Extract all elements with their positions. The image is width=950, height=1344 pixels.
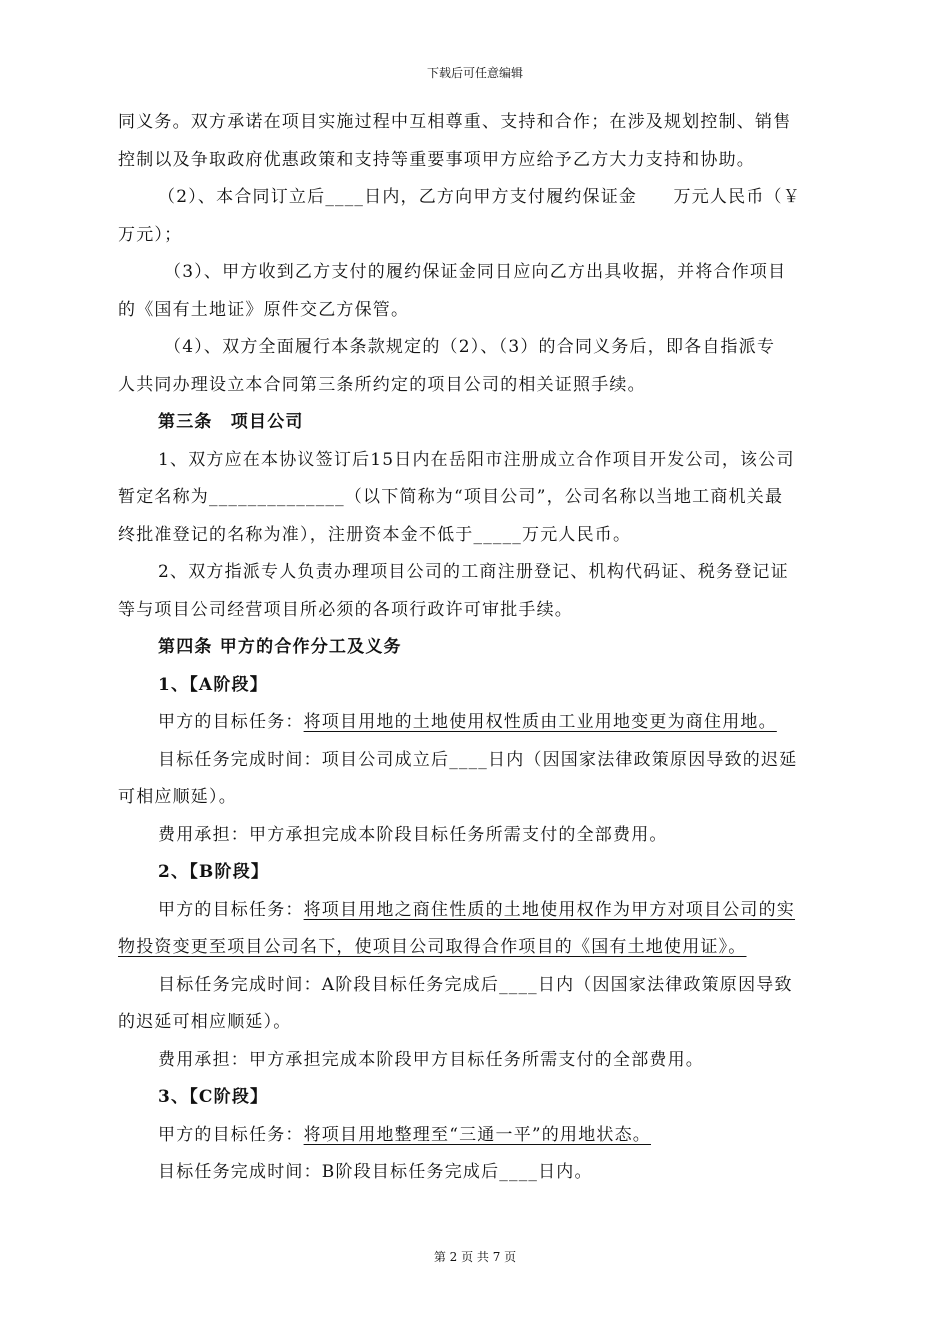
- page-footer: 第 2 页 共 7 页: [433, 1250, 517, 1264]
- paragraph-line: 等与项目公司经营项目所必须的各项行政许可审批手续。: [118, 599, 573, 620]
- paragraph-line: 万元）；: [118, 224, 183, 245]
- paragraph-line: 的《国有土地证》原件交乙方保管。: [118, 299, 410, 320]
- task-text: 将项目用地之商住性质的土地使用权作为甲方对项目公司的实: [303, 899, 796, 920]
- clause-2-2: （2）、本合同订立后____日内，乙方向甲方支付履约保证金 万元人民币（￥: [158, 187, 801, 207]
- paragraph-line: 终批准登记的名称为准），注册资本金不低于_____万元人民币。: [118, 524, 632, 545]
- paragraph-line: 暂定名称为______________（以下简称为“项目公司”，公司名称以当地工商机关最: [118, 487, 784, 507]
- page-header: 下载后可任意编辑: [426, 66, 523, 80]
- article-3-item-2: 2、双方指派专人负责办理项目公司的工商注册登记、机构代码证、税务登记证: [158, 562, 789, 582]
- stage-a-cost: 费用承担：甲方承担完成本阶段目标任务所需支付的全部费用。: [158, 824, 668, 845]
- paragraph-line: [118, 929, 830, 967]
- document-body: [118, 104, 830, 1192]
- stage-a-task: [118, 704, 830, 742]
- stage-b-deadline: 目标任务完成时间：A阶段目标任务完成后____日内（因国家法律政策原因导致: [158, 974, 793, 995]
- stage-c-task: [118, 1117, 830, 1155]
- task-label: 甲方的目标任务：: [158, 712, 304, 732]
- task-text: 将项目用地的土地使用权性质由工业用地变更为商住用地。: [303, 712, 777, 732]
- task-text: 物投资变更至项目公司名下，使项目公司取得合作项目的《国有土地使用证》。: [118, 937, 747, 957]
- stage-c-deadline: 目标任务完成时间：B阶段目标任务完成后____日内。: [158, 1162, 593, 1182]
- article-4-heading: 第四条 甲方的合作分工及义务: [158, 637, 402, 657]
- paragraph-line: 人共同办理设立本合同第三条所约定的项目公司的相关证照手续。: [118, 374, 646, 395]
- article-3-item-1: 1、双方应在本协议签订后15日内在岳阳市注册成立合作项目开发公司，该公司: [158, 449, 795, 470]
- paragraph-line: 的迟延可相应顺延）。: [118, 1012, 292, 1032]
- stage-b-heading: 2、【B阶段】: [158, 862, 270, 882]
- task-label: 甲方的目标任务：: [158, 1124, 304, 1145]
- stage-b-task: [118, 892, 830, 930]
- task-text: 将项目用地整理至“三通一平”的用地状态。: [303, 1124, 651, 1145]
- paragraph-line: 控制以及争取政府优惠政策和支持等重要事项甲方应给予乙方大力支持和协助。: [118, 149, 755, 170]
- stage-c-heading: 3、【C阶段】: [158, 1087, 269, 1107]
- task-label: 甲方的目标任务：: [158, 899, 304, 920]
- clause-2-4: （4）、双方全面履行本条款规定的（2）、（3）的合同义务后，即各自指派专: [164, 337, 776, 357]
- stage-b-cost: 费用承担：甲方承担完成本阶段甲方目标任务所需支付的全部费用。: [158, 1049, 704, 1070]
- article-3-heading: 第三条 项目公司: [158, 412, 304, 432]
- stage-a-deadline: 目标任务完成时间：项目公司成立后____日内（因国家法律政策原因导致的迟延: [158, 749, 798, 770]
- clause-2-3: （3）、甲方收到乙方支付的履约保证金同日应向乙方出具收据，并将合作项目: [164, 262, 787, 282]
- paragraph-line: 可相应顺延）。: [118, 787, 237, 807]
- paragraph-line: 同义务。双方承诺在项目实施过程中互相尊重、支持和合作；在涉及规划控制、销售: [118, 112, 792, 132]
- stage-a-heading: 1、【A阶段】: [158, 674, 268, 695]
